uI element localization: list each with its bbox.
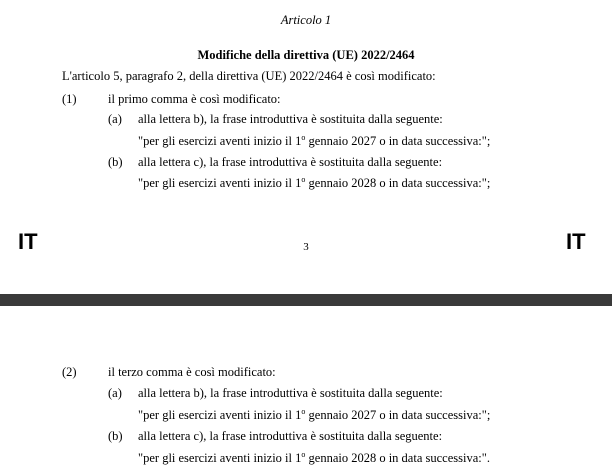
- point-number: (1): [62, 92, 77, 106]
- item-letter: (a): [108, 112, 122, 126]
- item-text: alla lettera b), la frase introduttiva è sostituita dalla seguente:: [138, 386, 443, 400]
- item-text: alla lettera c), la frase introduttiva è sostituita dalla seguente:: [138, 155, 443, 169]
- item-quote: "per gli esercizi aventi inizio il 1$^o$ gennaio 2028 o in data successiva:".: [138, 449, 490, 465]
- item-letter: (b): [108, 429, 123, 443]
- page-number: 3: [303, 241, 309, 253]
- point-text: il terzo comma è così modificato:: [108, 365, 276, 379]
- item-text: alla lettera b), la frase introduttiva è sostituita dalla seguente:: [138, 112, 443, 126]
- item-quote: "per gli esercizi aventi inizio il 1$^o$ gennaio 2027 o in data successiva:";: [138, 406, 491, 422]
- point-text: il primo comma è così modificato:: [108, 92, 281, 106]
- language-code-right: IT: [566, 229, 586, 254]
- item-quote: "per gli esercizi aventi inizio il 1$^o$ gennaio 2027 o in data successiva:";: [138, 132, 491, 148]
- point-number: (2): [62, 365, 77, 379]
- item-text: alla lettera c), la frase introduttiva è sostituita dalla seguente:: [138, 429, 443, 443]
- language-code-left: IT: [18, 229, 38, 254]
- article-title: Modifiche della direttiva (UE) 2022/2464: [197, 48, 415, 62]
- page-separator: [0, 294, 612, 306]
- article-heading: Articolo 1: [280, 13, 332, 27]
- item-quote: "per gli esercizi aventi inizio il 1$^o$ gennaio 2028 o in data successiva:";: [138, 174, 491, 190]
- document-page-bottom: [0, 306, 612, 469]
- item-letter: (a): [108, 386, 122, 400]
- intro-paragraph: L'articolo 5, paragrafo 2, della direttiva (UE) 2022/2464 è così modificato:: [62, 69, 436, 83]
- item-letter: (b): [108, 155, 123, 169]
